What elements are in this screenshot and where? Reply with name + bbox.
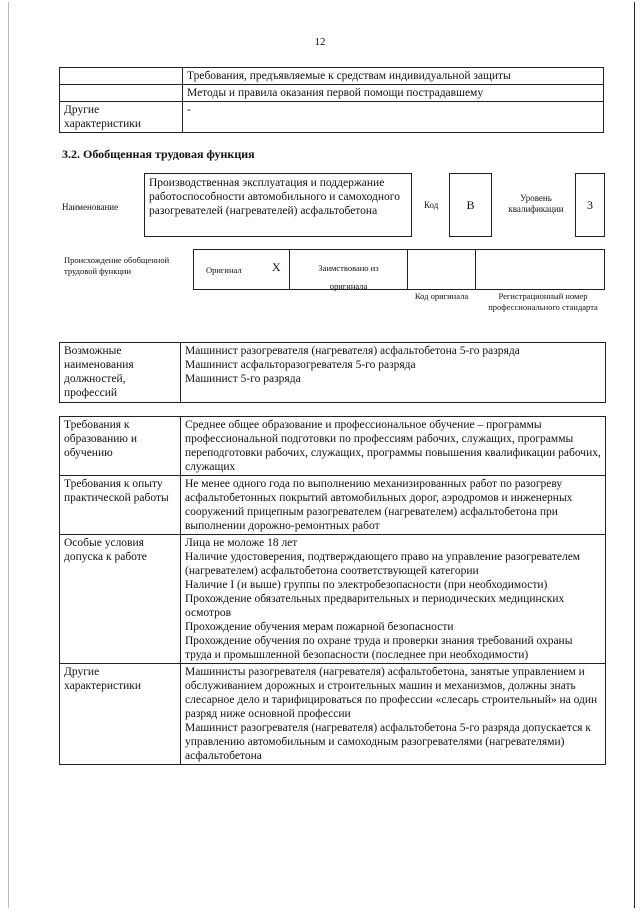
position-item: Машинист разогревателя (нагревателя) асфальтобетона 5-го разряда: [185, 345, 520, 357]
function-name: Производственная эксплуатация и поддержание работоспособности автомобильного и самоходного разогревателей (нагревателей) асфальтобетона: [144, 173, 412, 237]
requirement-label: Особые условия допуска к работе: [60, 535, 181, 664]
code-label: Код: [424, 200, 439, 210]
requirement-item: Машинисты разогревателя (нагревателя) асфальтобетона, занятые управлением и обслуживанием дорожных и строительных машин и механизмов, должны знать слесарное дело и тарифицироваться по профессии «слесарь строительный» на один разряд ниже основной профессии: [185, 666, 598, 720]
requirement-label: Требования к образованию и обучению: [60, 417, 181, 476]
row-value: -: [183, 102, 604, 133]
borrowed-cell: [289, 249, 408, 290]
level-value: 3: [575, 173, 605, 237]
table-row: [60, 102, 604, 133]
table-row: [60, 343, 606, 403]
code-caption: Код оригинала: [414, 291, 469, 301]
requirement-item: Прохождение обязательных предварительных и периодических медицинских осмотров: [185, 593, 565, 619]
position-item: Машинист 5-го разряда: [185, 373, 301, 385]
requirement-values: [181, 535, 606, 664]
table-row: [60, 535, 606, 664]
row-value: Требования, предъявляемые к средствам индивидуальной защиты: [183, 68, 604, 85]
function-code: В: [449, 173, 492, 237]
requirement-item: Прохождение обучения мерам пожарной безопасности: [185, 621, 454, 633]
requirement-label: Требования к опыту практической работы: [60, 476, 181, 535]
requirement-item: Среднее общее образование и профессиональное обучение – программы профессиональной подготовки по профессиям рабочих, служащих, программы переподготовки рабочих, служащих, программы повышения квалификации рабочих, служащих: [185, 419, 601, 473]
row-label: [60, 68, 183, 85]
position-item: Машинист асфальторазогревателя 5-го разряда: [185, 359, 416, 371]
requirement-item: Лица не моложе 18 лет: [185, 537, 298, 549]
name-label: Наименование: [62, 202, 119, 212]
requirement-item: Не менее одного года по выполнению механизированных работ по разогреву асфальтобетонных покрытий автомобильных дорог, аэродромов и инженерных сооружений прицепным разогревателем (нагревателем) асфальтобетона при выполнении дорожно-ремонтных работ: [185, 478, 573, 532]
origin-label: Происхождение обобщенной трудовой функции: [64, 255, 170, 276]
positions-label: Возможные наименования должностей, профессий: [60, 343, 181, 403]
requirement-values: [181, 417, 606, 476]
reg-number-cell: [475, 249, 605, 290]
requirement-values: [181, 664, 606, 765]
table-row: [60, 417, 606, 476]
positions-table: [59, 342, 606, 403]
reg-caption: Регистрационный номер профессионального стандарта: [488, 291, 598, 312]
row-value: Методы и правила оказания первой помощи пострадавшему: [183, 85, 604, 102]
table-row: [60, 68, 604, 85]
requirement-item: Прохождение обучения по охране труда и проверки знания требований охраны труда и промышленной безопасности (последнее при необходимости): [185, 635, 573, 661]
requirements-table: [59, 416, 606, 765]
borrowed-label: Заимствовано из оригинала: [318, 263, 379, 291]
table-row: [60, 476, 606, 535]
requirement-values: [181, 476, 606, 535]
original-cell: [193, 249, 290, 290]
top-table: [59, 67, 604, 133]
row-label: [60, 85, 183, 102]
original-label: Оригинал: [206, 265, 242, 275]
requirement-item: Машинист разогревателя (нагревателя) асфальтобетона 5-го разряда допускается к управлению автомобильным и самоходным разогревателями (нагревателями) асфальтобетона: [185, 722, 591, 762]
positions-values: [181, 343, 606, 403]
original-mark: X: [272, 260, 281, 274]
table-row: [60, 664, 606, 765]
requirement-item: Наличие удостоверения, подтверждающего право на управление разогревателем (нагревателем) асфальтобетона соответствующей категории: [185, 551, 581, 577]
level-label: Уровень квалификации: [508, 193, 564, 214]
row-label: Другие характеристики: [60, 102, 183, 133]
origin-code-cell: [407, 249, 476, 290]
requirement-label: Другие характеристики: [60, 664, 181, 765]
page-number: 12: [314, 36, 326, 48]
section-title: 3.2. Обобщенная трудовая функция: [62, 147, 255, 161]
table-row: [60, 85, 604, 102]
requirement-item: Наличие I (и выше) группы по электробезопасности (при необходимости): [185, 579, 548, 591]
